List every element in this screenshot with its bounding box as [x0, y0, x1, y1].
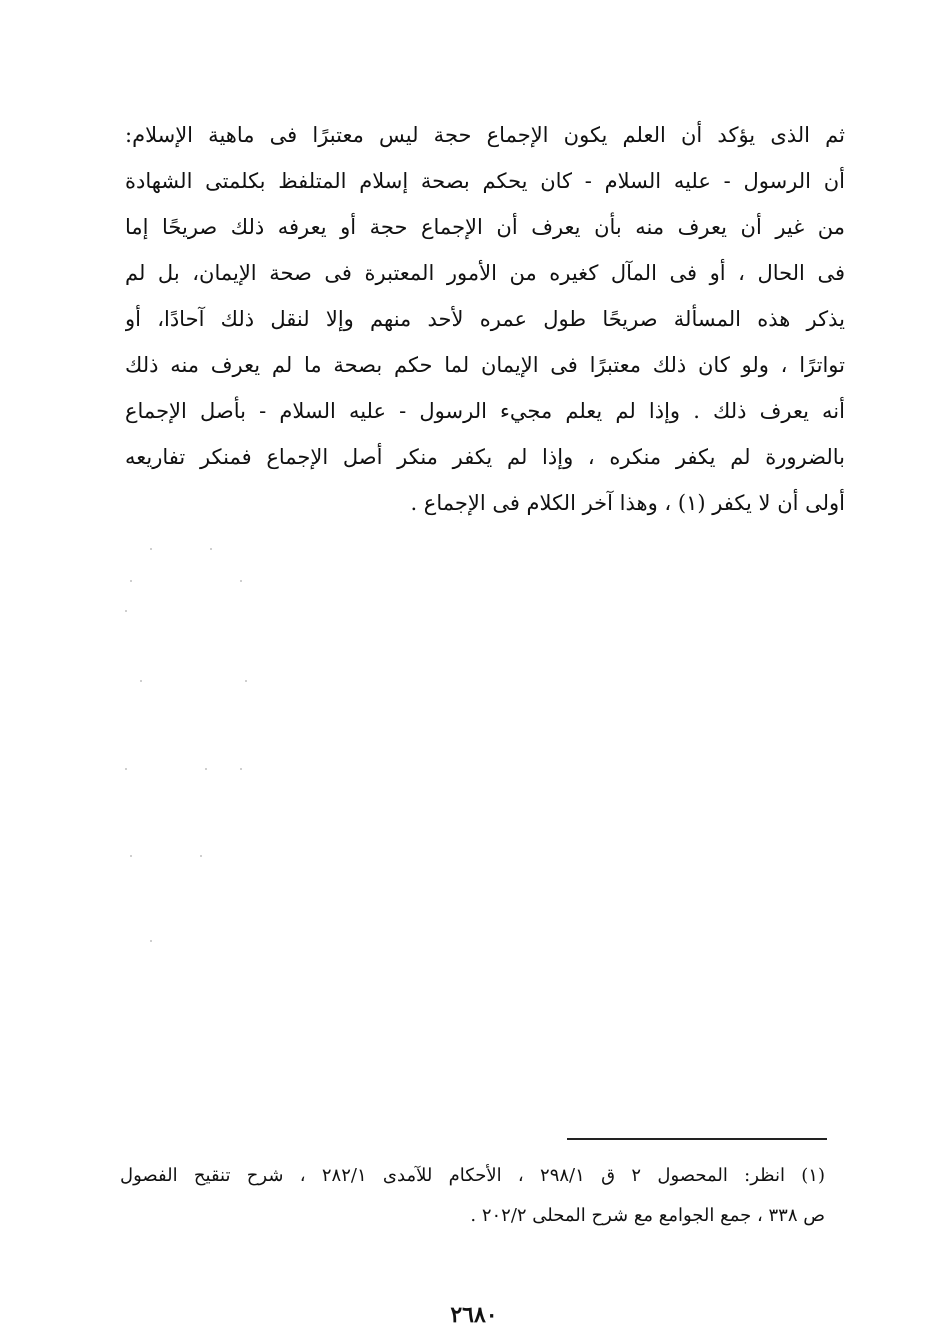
bleed-through-speck — [240, 768, 242, 770]
bleed-through-speck — [210, 548, 212, 550]
bleed-through-speck — [140, 680, 142, 682]
bleed-through-speck — [130, 855, 132, 857]
bleed-through-speck — [150, 548, 152, 550]
text-line: تواترًا ، ولو كان ذلك معتبرًا فى الإيمان لما حكم بصحة ما لم يعرف منه ذلك — [125, 353, 845, 377]
text-line: أولى أن لا يكفر (١) ، وهذا آخر الكلام فى الإجماع . — [410, 491, 845, 515]
page-number: ٢٦٨٠ — [450, 1302, 498, 1328]
text-line: من غير أن يعرف منه بأن يعرف أن الإجماع حجة أو يعرفه ذلك صريحًا إما — [125, 215, 845, 239]
footnote-line: (١) انظر: المحصول ٢ ق ٢٩٨/١ ، الأحكام للآمدى ٢٨٢/١ ، شرح تنقيح الفصول — [120, 1165, 825, 1186]
bleed-through-speck — [205, 768, 207, 770]
text-line: ثم الذى يؤكد أن العلم يكون الإجماع حجة ليس معتبرًا فى ماهية الإسلام: — [125, 123, 845, 147]
text-line: أنه يعرف ذلك . وإذا لم يعلم مجيء الرسول - عليه السلام - بأصل الإجماع — [125, 399, 845, 423]
text-line: فى الحال ، أو فى المآل كغيره من الأمور المعتبرة فى صحة الإيمان، بل لم — [125, 261, 845, 285]
bleed-through-speck — [130, 580, 132, 582]
bleed-through-speck — [240, 580, 242, 582]
main-text — [125, 112, 845, 526]
bleed-through-speck — [245, 680, 247, 682]
bleed-through-speck — [150, 940, 152, 942]
footnote-line: ص ٣٣٨ ، جمع الجوامع مع شرح المحلى ٢٠٢/٢ . — [470, 1205, 825, 1226]
text-line: بالضرورة لم يكفر منكره ، وإذا لم يكفر منكر أصل الإجماع فمنكر تفاريعه — [125, 445, 845, 469]
text-line: أن الرسول - عليه السلام - كان يحكم بصحة إسلام المتلفظ بكلمتى الشهادة — [125, 169, 845, 193]
footnotes — [120, 1156, 825, 1236]
bleed-through-speck — [125, 610, 127, 612]
bleed-through-speck — [200, 855, 202, 857]
bleed-through-speck — [125, 768, 127, 770]
footnote-separator — [567, 1138, 827, 1140]
text-line: يذكر هذه المسألة صريحًا طول عمره لأحد منهم وإلا لنقل ذلك آحادًا، أو — [125, 307, 845, 331]
